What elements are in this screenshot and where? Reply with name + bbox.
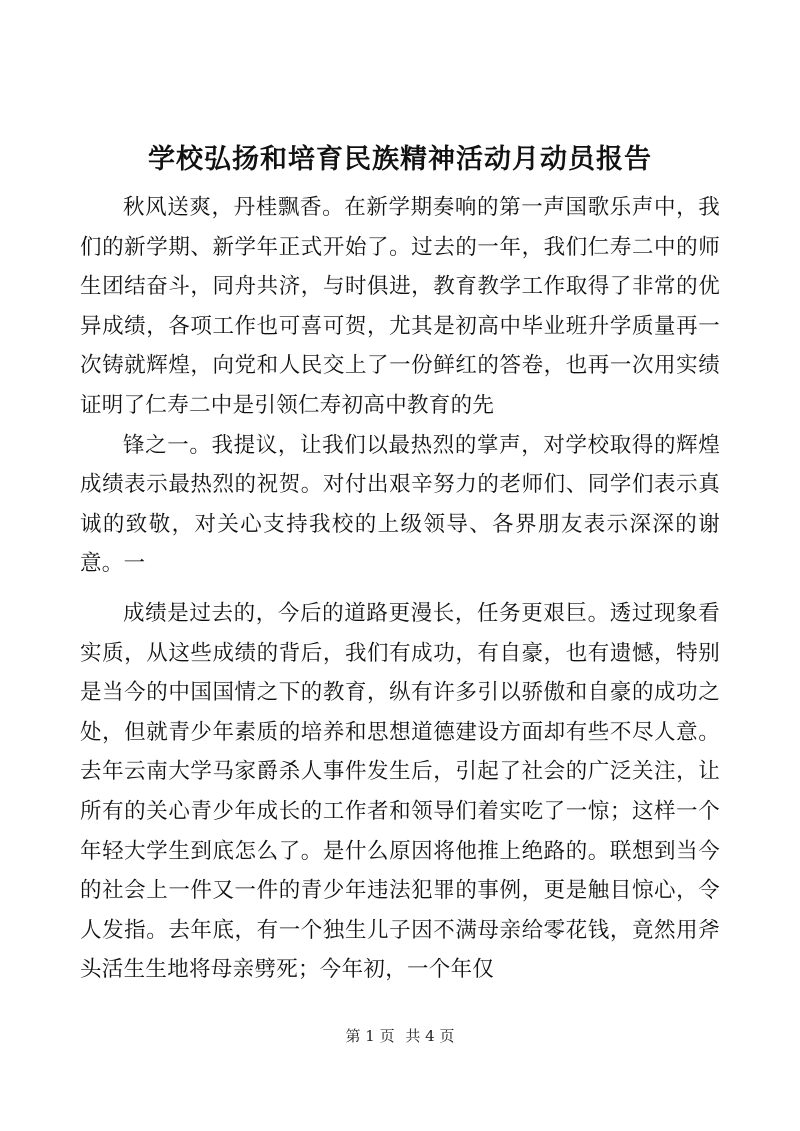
- page-total: 共 4 页: [405, 1027, 455, 1045]
- paragraph-1: 秋风送爽，丹桂飘香。在新学期奏响的第一声国歌乐声中，我们的新学期、新学年正式开始了。过去的一年，我们仁寿二中的师生团结奋斗，同舟共济，与时俱进，教育教学工作取得了非常的优异成绩，各项工作也可喜可贺，尤其是初高中毕业班升学质量再一次铸就辉煌，向党和人民交上了一份鲜红的答卷，也再一次用实绩证明了仁寿二中是引领仁寿初高中教育的先: [80, 195, 720, 418]
- page-number: 第 1 页: [345, 1027, 395, 1045]
- page-footer: [0, 1026, 800, 1046]
- document-title: 学校弘扬和培育民族精神活动月动员报告: [148, 144, 652, 175]
- paragraph-2: 锋之一。我提议，让我们以最热烈的掌声，对学校取得的辉煌成绩表示最热烈的祝贺。对付出艰辛努力的老师们、同学们表示真诚的致敬，对关心支持我校的上级领导、各界朋友表示深深的谢意。一: [80, 432, 720, 577]
- document-body: [80, 188, 720, 990]
- paragraph-3: 成绩是过去的，今后的道路更漫长，任务更艰巨。透过现象看实质，从这些成绩的背后，我们有成功，有自豪，也有遗憾，特别是当今的中国国情之下的教育，纵有许多引以骄傲和自豪的成功之处，但就青少年素质的培养和思想道德建设方面却有些不尽人意。去年云南大学马家爵杀人事件发生后，引起了社会的广泛关注，让所有的关心青少年成长的工作者和领导们着实吃了一惊；这样一个年轻大学生到底怎么了。是什么原因将他推上绝路的。联想到当今的社会上一件又一件的青少年违法犯罪的事例，更是触目惊心，令人发指。去年底，有一个独生儿子因不满母亲给零花钱，竟然用斧头活生生地将母亲劈死；今年初，一个年仅: [80, 600, 720, 983]
